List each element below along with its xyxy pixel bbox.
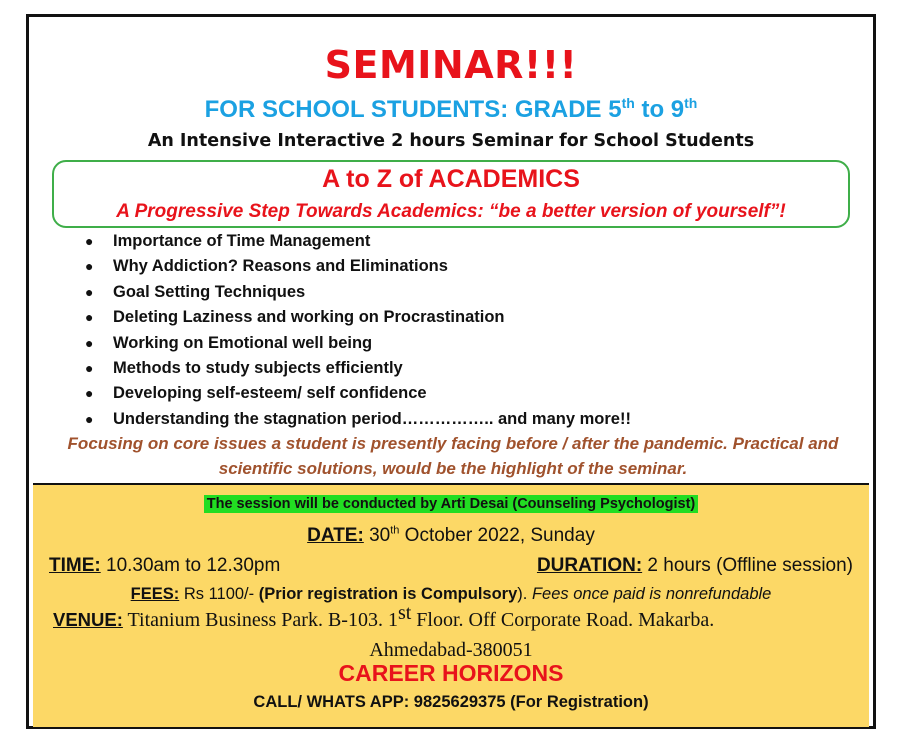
fees-line <box>29 585 873 604</box>
audience-sup-1: th <box>621 95 635 111</box>
bullet-icon: ● <box>85 334 94 351</box>
contact-line: CALL/ WHATS APP: 9825629375 (For Registration) <box>253 693 649 711</box>
topic-text: Why Addiction? Reasons and Eliminations <box>113 257 448 276</box>
topic-item <box>85 254 631 279</box>
date-label: DATE: <box>307 525 364 546</box>
audience-middle: to 9 <box>634 96 685 123</box>
topic-item <box>85 381 631 406</box>
fees-close: ). <box>517 585 532 603</box>
duration-value: 2 hours (Offline session) <box>642 555 853 576</box>
bullet-icon: ● <box>85 359 94 376</box>
fees-label: FEES: <box>130 585 180 603</box>
topic-text: Working on Emotional well being <box>113 333 373 352</box>
fees-amount: Rs 1100/- <box>179 585 259 603</box>
details-panel <box>33 483 869 727</box>
duration-label: DURATION: <box>536 555 643 576</box>
bullet-icon: ● <box>85 410 94 427</box>
audience-sup-2: th <box>684 95 698 111</box>
bullet-icon: ● <box>85 385 94 402</box>
venue-city: Ahmedabad-380051 <box>369 639 533 661</box>
venue-part-1: Titanium Business Park. B-103. 1 <box>122 609 398 631</box>
topic-item <box>85 407 631 432</box>
topic-text: Importance of Time Management <box>113 232 371 250</box>
topic-item <box>85 305 631 330</box>
session-line <box>29 495 873 513</box>
focus-paragraph: Focusing on core issues a student is presently facing before / after the pandemic. Practical and scientific solutions, would be the highlight of the seminar. <box>67 434 839 478</box>
bullet-icon: ● <box>85 258 94 275</box>
session-highlight: The session will be conducted by Arti Desai (Counseling Psychologist) <box>204 495 699 513</box>
time-value: 10.30am to 12.30pm <box>100 555 281 576</box>
time-label: TIME: <box>49 555 101 576</box>
headline-title: A to Z of ACADEMICS <box>322 165 580 193</box>
fees-note: (Prior registration is Compulsory <box>258 585 518 603</box>
topic-list <box>85 229 631 432</box>
audience-line <box>29 96 873 124</box>
flyer-frame <box>26 14 876 729</box>
topic-item <box>85 356 631 381</box>
date-day: 30 <box>363 525 391 546</box>
intro-line: An Intensive Interactive 2 hours Seminar for School Students <box>147 131 755 151</box>
topic-item <box>85 229 631 254</box>
duration-line <box>537 555 853 577</box>
bullet-icon: ● <box>85 233 94 249</box>
venue-label: VENUE: <box>53 609 123 630</box>
bullet-icon: ● <box>85 283 94 300</box>
venue-sup: st <box>397 601 412 624</box>
venue-part-2: Floor. Off Corporate Road. Makarba. <box>411 609 715 631</box>
audience-prefix: FOR SCHOOL STUDENTS: GRADE 5 <box>204 96 622 123</box>
date-rest: October 2022, Sunday <box>399 525 595 546</box>
topic-item <box>85 280 631 305</box>
organizer-name: CAREER HORIZONS <box>338 660 564 686</box>
topic-text: Understanding the stagnation period…………….. and many more!! <box>113 409 631 428</box>
venue-line <box>53 601 853 632</box>
topic-text: Deleting Laziness and working on Procrastination <box>113 308 505 327</box>
topic-text: Goal Setting Techniques <box>113 282 306 301</box>
topic-item <box>85 331 631 356</box>
topic-text: Methods to study subjects efficiently <box>113 358 403 377</box>
date-sup: th <box>390 524 400 537</box>
date-line <box>29 525 873 547</box>
time-line <box>49 555 280 577</box>
fees-refund: Fees once paid is nonrefundable <box>531 585 772 603</box>
topic-text: Developing self-esteem/ self confidence <box>113 384 427 403</box>
flyer-title: SEMINAR!!! <box>324 43 578 87</box>
headline-subtitle: A Progressive Step Towards Academics: “be a better version of yourself”! <box>116 201 786 222</box>
bullet-icon: ● <box>85 309 94 326</box>
